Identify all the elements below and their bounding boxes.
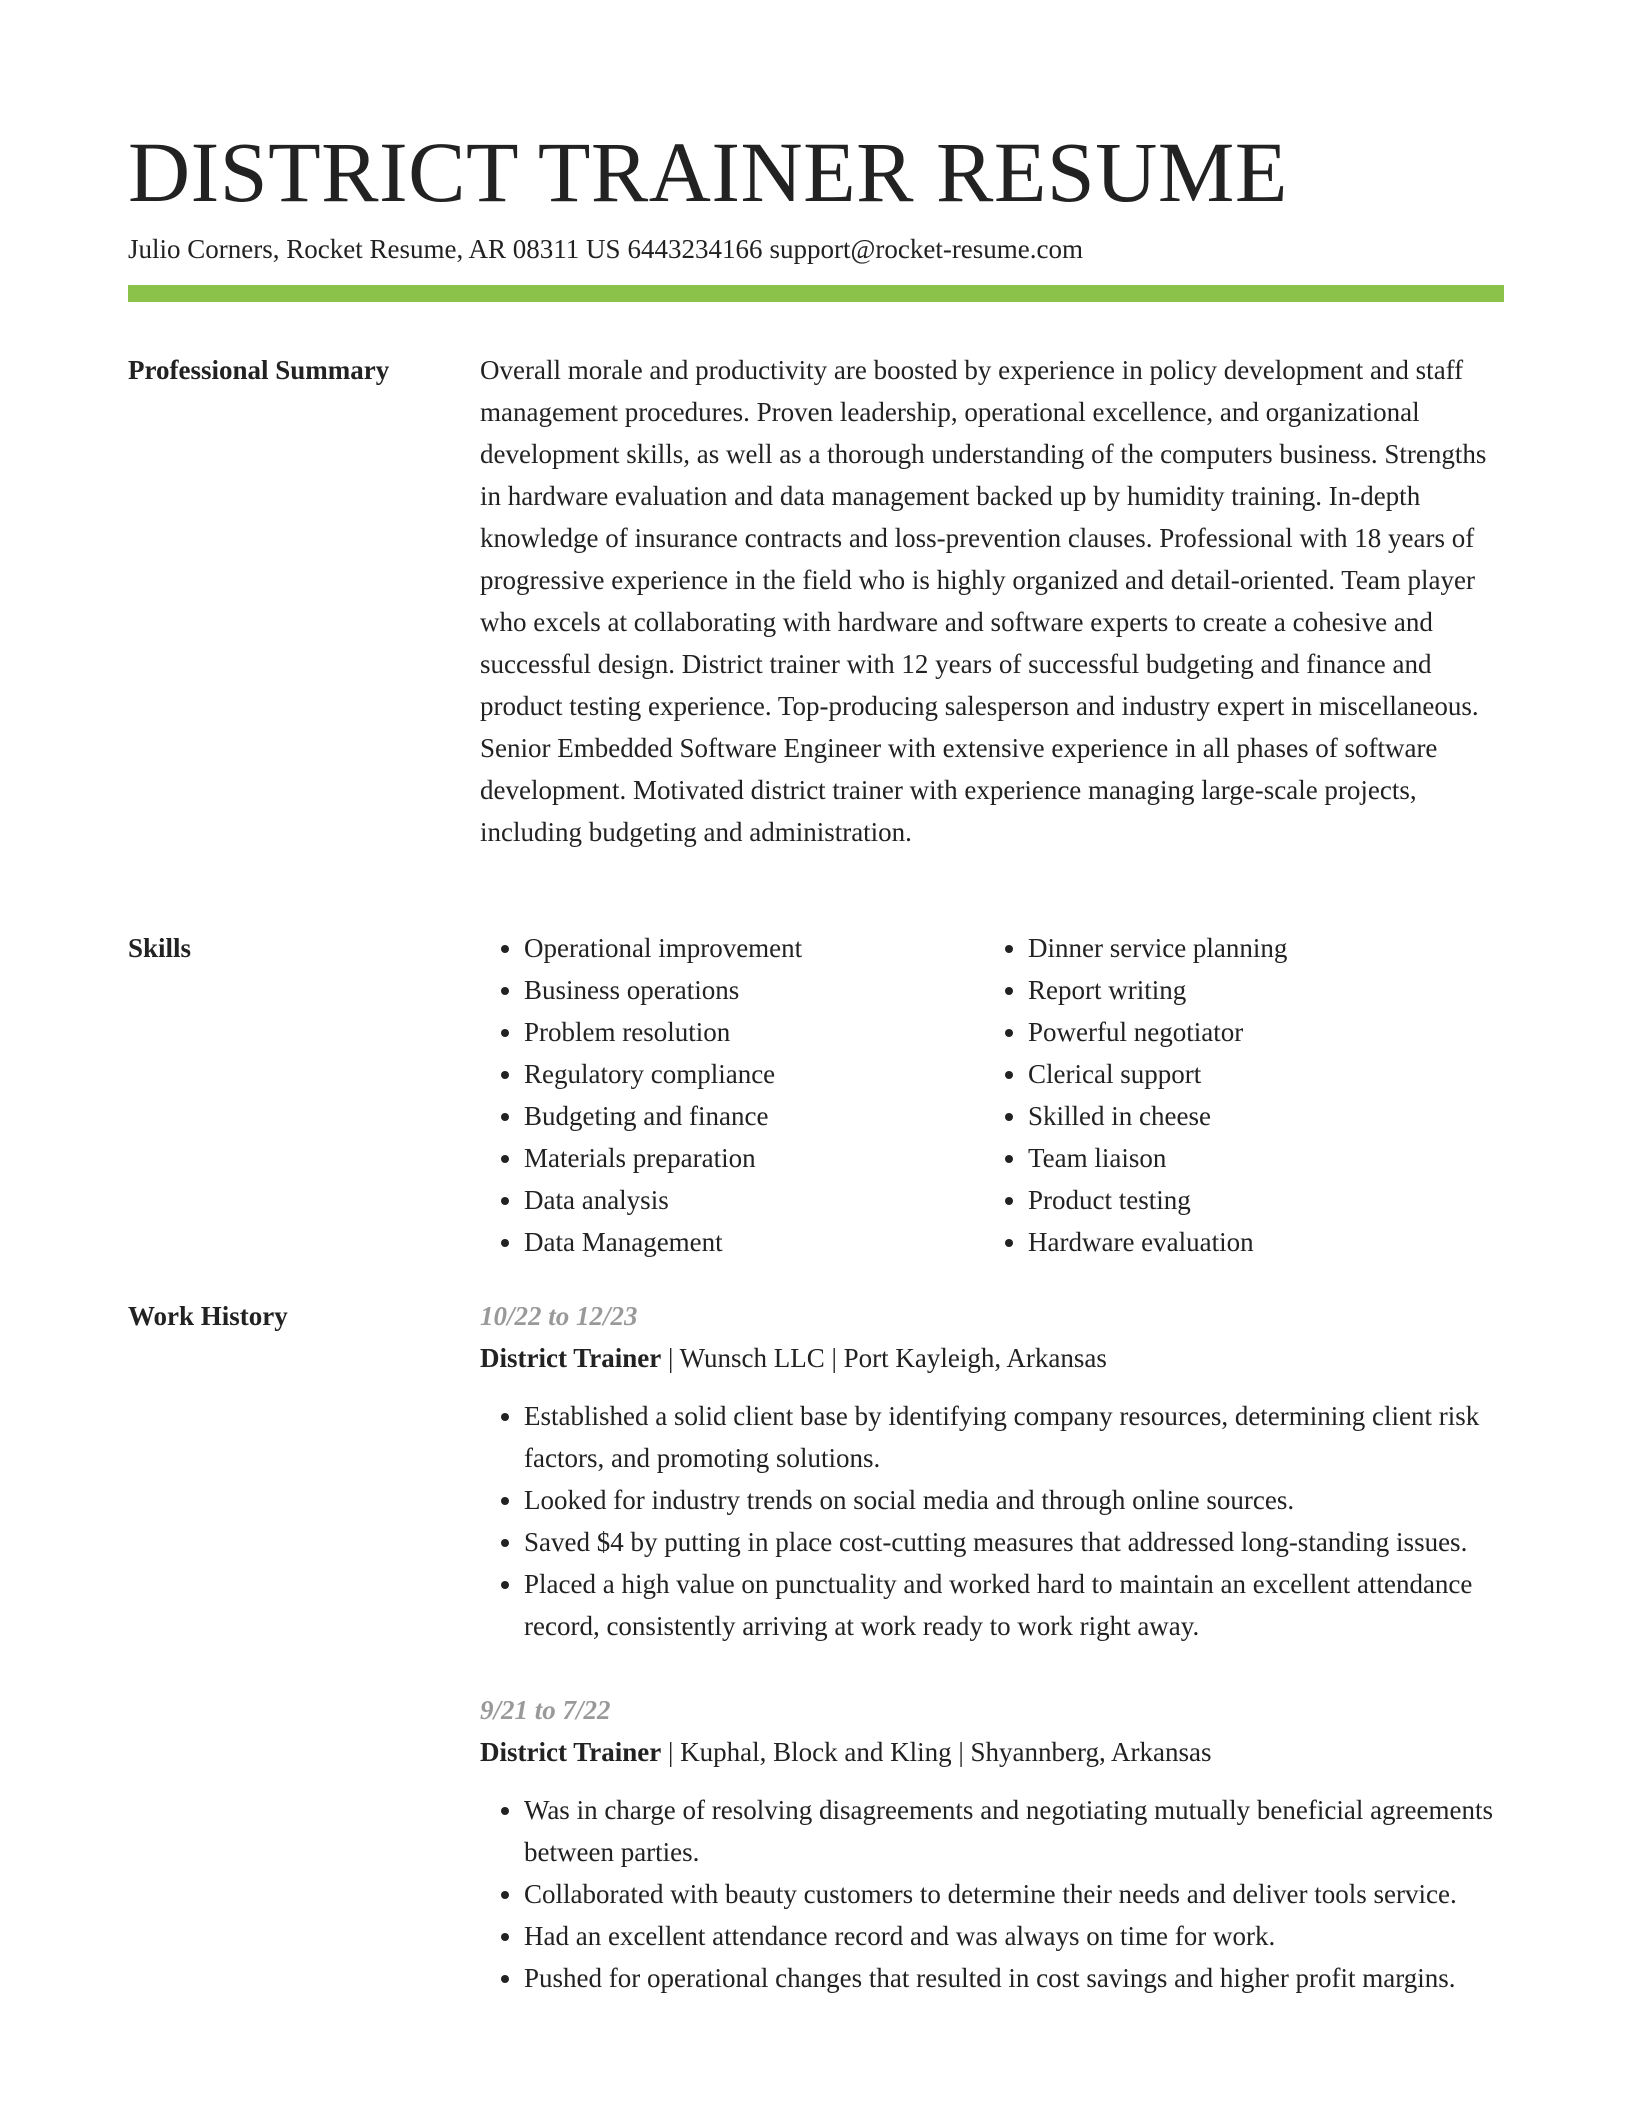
skills-body [480,927,1506,1263]
job-entry [480,1295,1506,1647]
job-bullets [480,1395,1506,1647]
job-heading [480,1731,1506,1773]
job-heading [480,1337,1506,1379]
contact-phone: 6443234166 [627,234,763,264]
work-history-body [480,1295,1506,2041]
professional-summary-text: Overall morale and productivity are boosted by experience in policy development and staff management procedures. Proven leadership, operational excellence, and organizational development skills, as well as a thorough understanding of the computers business. Strengths in hardware evaluation and data management backed up by humidity training. In-depth knowledge of insurance contracts and loss-prevention clauses. Professional with 18 years of progressive experience in the field who is highly organized and detail-oriented. Team player who excels at collaborating with hardware and software experts to create a cohesive and successful design. District trainer with 12 years of successful budgeting and finance and product testing experience. Top-producing salesperson and industry expert in miscellaneous. Senior Embedded Software Engineer with extensive experience in all phases of software development. Motivated district trainer with experience managing large-scale projects, including budgeting and administration. [480,355,1487,847]
job-bullet: • Pushed for operational changes that resulted in cost savings and higher profit margins. [524,1957,1506,1999]
skill-item: • Team liaison [1028,1137,1488,1179]
contact-email: support@rocket-resume.com [769,234,1084,264]
job-bullet: • Collaborated with beauty customers to determine their needs and deliver tools service. [524,1873,1506,1915]
professional-summary-body [480,349,1506,853]
resume-title: DISTRICT TRAINER RESUME [128,124,1288,220]
skills-list-right [984,927,1488,1263]
skill-item: • Data analysis [524,1179,984,1221]
skill-item: • Report writing [1028,969,1488,1011]
skill-item: • Hardware evaluation [1028,1221,1488,1263]
skill-item: • Budgeting and finance [524,1095,984,1137]
job-bullet: • Had an excellent attendance record and was always on time for work. [524,1915,1506,1957]
skill-item: • Business operations [524,969,984,1011]
skills-columns [480,927,1506,1263]
job-dates: 9/21 to 7/22 [480,1695,611,1725]
skill-item: • Dinner service planning [1028,927,1488,969]
job-title: District Trainer [480,1737,662,1767]
job-bullet: • Looked for industry trends on social media and through online sources. [524,1479,1506,1521]
skill-item: • Regulatory compliance [524,1053,984,1095]
skill-item: • Powerful negotiator [1028,1011,1488,1053]
skill-item: • Operational improvement [524,927,984,969]
accent-divider [128,285,1504,302]
job-bullet: • Established a solid client base by identifying company resources, determining client risk factors, and promoting solutions. [524,1395,1506,1479]
contact-line [128,230,1083,268]
skill-item: • Problem resolution [524,1011,984,1053]
skill-item: • Clerical support [1028,1053,1488,1095]
job-bullets [480,1789,1506,1999]
skills-list-left [480,927,984,1263]
work-history-heading: Work History [128,1301,288,1331]
professional-summary-heading: Professional Summary [128,355,390,385]
job-bullet: • Placed a high value on punctuality and worked hard to maintain an excellent attendance record, consistently arriving at work ready to work right away. [524,1563,1506,1647]
skill-item: • Product testing [1028,1179,1488,1221]
job-bullet: • Saved $4 by putting in place cost-cutting measures that addressed long-standing issues. [524,1521,1506,1563]
contact-address: Julio Corners, Rocket Resume, AR 08311 US [128,234,621,264]
skills-heading: Skills [128,933,192,963]
skill-item: • Materials preparation [524,1137,984,1179]
job-title: District Trainer [480,1343,662,1373]
skill-item: • Skilled in cheese [1028,1095,1488,1137]
job-details: | Wunsch LLC | Port Kayleigh, Arkansas [667,1343,1107,1373]
job-bullet: • Was in charge of resolving disagreements and negotiating mutually beneficial agreements between parties. [524,1789,1506,1873]
job-details: | Kuphal, Block and Kling | Shyannberg, Arkansas [667,1737,1212,1767]
job-entry [480,1689,1506,1999]
skill-item: • Data Management [524,1221,984,1263]
job-dates: 10/22 to 12/23 [480,1301,638,1331]
